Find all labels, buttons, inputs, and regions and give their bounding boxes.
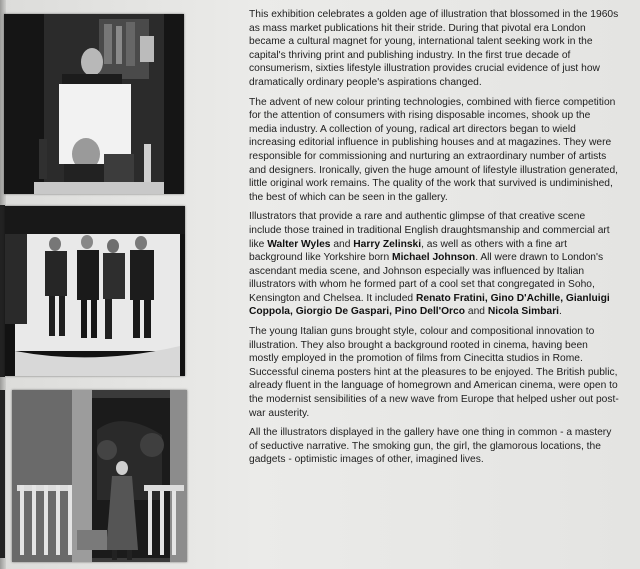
closing-paragraph: All the illustrators displayed in the gallery have one thing in common - a mastery of seductive narrative. The smoking gun, the girl, the glamorous locations, the gadgets - optimistic images of other, imagined lives. bbox=[249, 427, 612, 466]
artist-name: Michael Johnson bbox=[392, 252, 476, 264]
illustrators-text: , as well as others with a fine art background like Yorkshire born bbox=[249, 238, 567, 264]
photo-studio-portrait bbox=[4, 14, 184, 194]
printing-paragraph: The advent of new colour printing technologies, combined with fierce competition for the attention of consumers with rising disposable incomes, shook up the media industry. A collection of young, radical art directors began to wield increasing editorial influence in publishing houses and at magazines. They were responsible for commissioning and nurturing an extraordinary number of artists and designers. Ironically, given the huge amount of lifestyle illustration generated, little original work remains. The quality of the work that survived is undiminished, the best of which can be seen in the gallery. bbox=[249, 96, 619, 203]
artist-name: Walter Wyles bbox=[267, 238, 331, 250]
illustrators-text: . bbox=[559, 306, 562, 318]
intro-paragraph: This exhibition celebrates a golden age of illustration that blossomed in the 1960s as mass market publications hit their stride. During that pivotal era London became a cultural magnet for young, international talent seeking work in the capital's thriving print and publishing industry. In the first true decade of consumerism, sixties lifestyle illustration provides crucial evidence of just how dramatically ordinary people's aspirations changed. bbox=[249, 9, 619, 88]
artist-name: Harry Zelinski bbox=[353, 238, 422, 250]
illustrators-text: and bbox=[330, 238, 354, 250]
artist-name: Nicola Simbari bbox=[487, 306, 560, 318]
artist-name: Renato Fratini, Gino D'Achille, Gianluigi Coppola, Giorgio De Gaspari, Pino Dell'Orco bbox=[249, 292, 610, 318]
illustrators-text: . All were drawn to London's ascendant media scene, and Johnson especially was influenced by Italian illustrators with whom he formed part of a cool set that congregated in Soho, Kensington and Chelsea. It included bbox=[249, 252, 604, 304]
photo-group-studio bbox=[5, 206, 185, 376]
photo-doorway-street bbox=[12, 390, 187, 562]
photo-edge-strip bbox=[0, 390, 5, 558]
illustrators-text: Illustrators that provide a rare and authentic glimpse of that creative scene include those trained in traditional English draughtsmanship and commercial art like bbox=[249, 211, 610, 250]
illustrators-text: and bbox=[465, 306, 488, 318]
illustrators-paragraph bbox=[249, 210, 619, 319]
italian-paragraph: The young Italian guns brought style, colour and compositional innovation to illustration. They also brought a background rooted in cinema, having been mostly employed in the promotion of films from Cinecitta studios in Rome. Successful cinema posters hint at the pleasures to be enjoyed. The British public, already fluent in the language of homegrown and American cinema, were open to the modernist sensibilities of a new wave from Europe that helped usher out post-war austerity. bbox=[249, 326, 619, 419]
exhibition-text-column bbox=[249, 8, 619, 473]
